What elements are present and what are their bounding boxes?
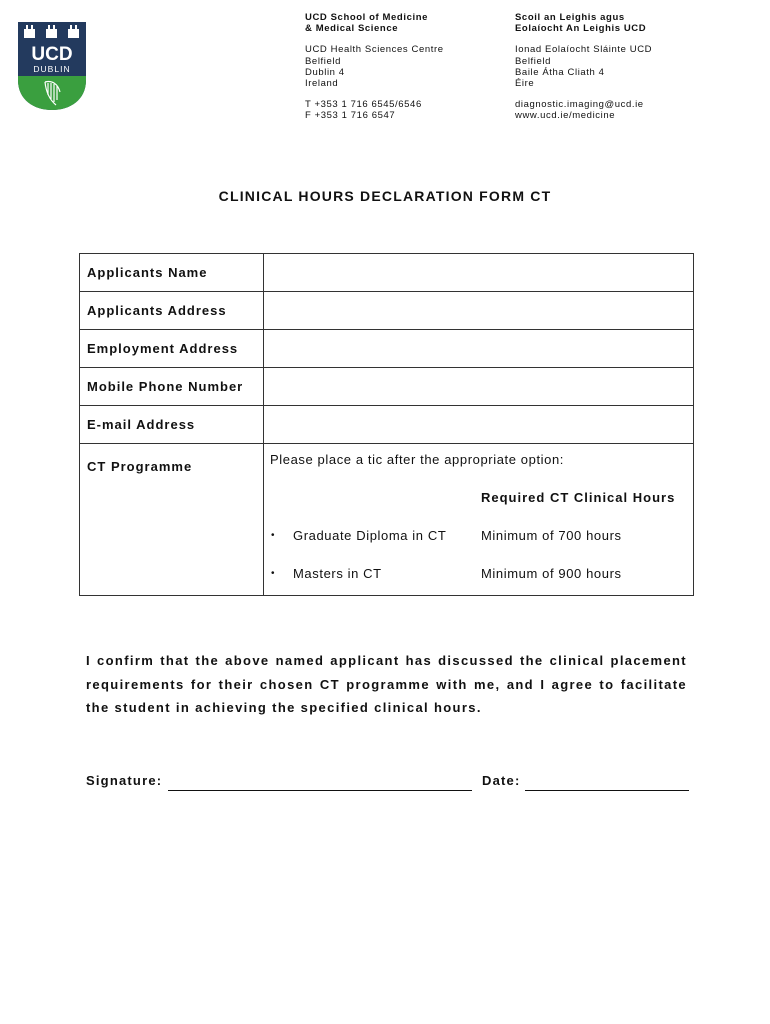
bullet-icon: • [271, 568, 276, 579]
school-name-irish-line1: Scoil an Leighis agus [515, 12, 625, 23]
address-line1: UCD Health Sciences Centre [305, 44, 444, 56]
confirmation-statement: I confirm that the above named applicant has discussed the clinical placement requirements for their chosen CT programme with me, and I agree to facilitate the student in achieving the specified clinical hours. [86, 653, 687, 715]
header-irish-address [515, 12, 652, 122]
email-address-field[interactable] [264, 406, 694, 444]
form-row-applicant-address [80, 292, 694, 330]
ct-instruction: Please place a tic after the appropriate option: [270, 452, 565, 467]
form-row-applicant-name [80, 254, 694, 292]
school-name-line1: UCD School of Medicine [305, 12, 428, 23]
fax-number: F +353 1 716 6547 [305, 110, 396, 122]
ucd-logo [16, 20, 88, 112]
logo-text-dublin: DUBLIN [33, 64, 71, 74]
applicant-name-field[interactable] [264, 254, 694, 292]
form-row-employment-address [80, 330, 694, 368]
irish-address-line4: Éire [515, 78, 535, 90]
mobile-phone-label: Mobile Phone Number [80, 368, 264, 406]
school-name-line2: & Medical Science [305, 23, 399, 35]
option-graduate-diploma[interactable]: Graduate Diploma in CT [293, 528, 447, 543]
mobile-phone-field[interactable] [264, 368, 694, 406]
required-hours-header: Required CT Clinical Hours [481, 490, 676, 505]
employment-address-label: Employment Address [80, 330, 264, 368]
applicant-name-label: Applicants Name [80, 254, 264, 292]
employment-address-field[interactable] [264, 330, 694, 368]
option-graduate-diploma-hours: Minimum of 700 hours [481, 528, 622, 543]
date-line[interactable] [525, 790, 689, 791]
contact-email[interactable]: diagnostic.imaging@ucd.ie [515, 99, 644, 111]
irish-address-line3: Baile Átha Cliath 4 [515, 66, 605, 78]
form-row-email [80, 406, 694, 444]
phone-number: T +353 1 716 6545/6546 [305, 99, 422, 111]
address-line4: Ireland [305, 78, 339, 90]
signature-line[interactable] [168, 790, 472, 791]
address-line2: Belfield [305, 55, 341, 67]
email-address-label: E-mail Address [80, 406, 264, 444]
form-row-mobile-phone [80, 368, 694, 406]
bullet-icon: • [271, 530, 276, 541]
ct-programme-options [264, 444, 694, 596]
form-title: CLINICAL HOURS DECLARATION FORM CT [218, 188, 552, 204]
address-line3: Dublin 4 [305, 66, 345, 78]
logo-text-ucd: UCD [31, 44, 73, 65]
date-label: Date: [482, 773, 521, 788]
option-masters[interactable]: Masters in CT [293, 566, 382, 581]
applicant-address-label: Applicants Address [80, 292, 264, 330]
irish-address-line1: Ionad Eolaíocht Sláinte UCD [515, 44, 653, 56]
school-name-irish-line2: Eolaíocht An Leighis UCD [515, 23, 647, 35]
ct-programme-label: CT Programme [80, 444, 264, 596]
header-english-address [305, 12, 444, 122]
applicant-address-field[interactable] [264, 292, 694, 330]
option-masters-hours: Minimum of 900 hours [481, 566, 622, 581]
form-row-ct-programme [80, 444, 694, 596]
website-link[interactable]: www.ucd.ie/medicine [515, 110, 616, 122]
irish-address-line2: Belfield [515, 55, 551, 67]
declaration-form-table [79, 253, 694, 596]
signature-label: Signature: [86, 773, 163, 788]
